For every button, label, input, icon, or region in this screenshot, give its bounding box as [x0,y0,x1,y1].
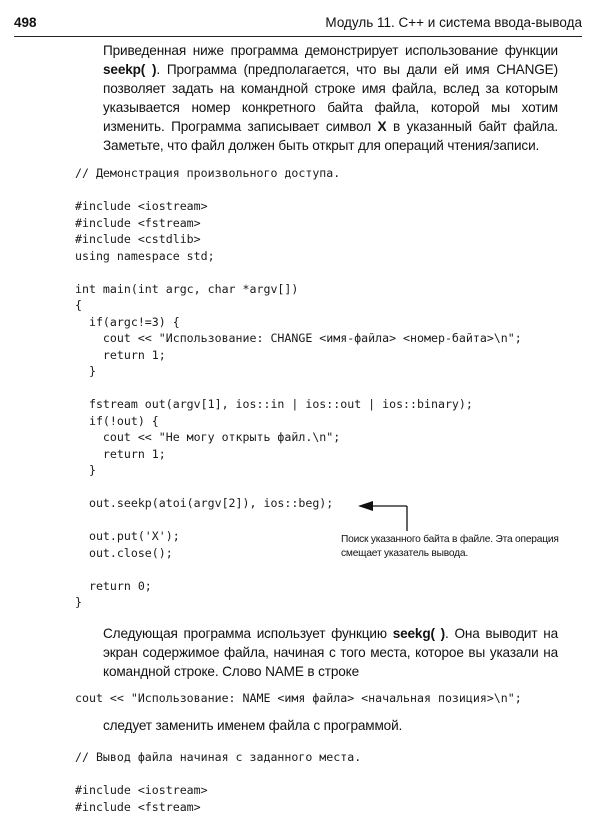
code-line: #include <iostream> [75,199,208,213]
code-annotation: Поиск указанного байта в файле. Эта операция смещает указатель вывода. [341,534,559,559]
code-line: using namespace std; [75,248,215,263]
replace-note: следует заменить именем файла с программой. [103,718,403,733]
code-line: return 1; [75,446,166,461]
function-name-seekp: seekp( ) [103,61,157,77]
program-name: CHANGE [496,61,554,77]
intro-paragraph: Приведенная ниже программа демонстрирует использование функции seekp( ). Программа (предполагается, что вы дали ей имя CHANGE) позволяет задать на командной строке имя файла, вслед за которым указывается номер конкретного байта файла, которой мы хотим изменить. Программа записывает символ X в указанный байт файла. Заметьте, что файл должен быть открыт для операций чтения/записи. [103,43,558,153]
code-line: int main(int argc, char *argv[]) [75,281,299,296]
function-name-seekg: seekg( ) [392,626,446,641]
code-line: out.close(); [75,545,173,560]
code-line: cout << "Не могу открыть файл.\n"; [75,430,341,444]
code-line: return 0; [75,578,152,593]
code-line: } [75,463,96,477]
code-line: out.put('X'); [75,529,180,543]
running-title: Модуль 11. С++ и система ввода-вывода [325,15,582,30]
code-usage-line: cout << "Использование: NAME <имя файла> <начальная позиция>\n"; [75,691,522,705]
code-line: } [75,364,96,378]
code-line: out.seekp(atoi(argv[2]), ios::beg); [75,496,334,510]
code-line: return 1; [75,347,166,362]
word-name: NAME [265,663,304,679]
code-line: fstream out(argv[1], ios::in | ios::out | ios::binary); [75,397,473,411]
code-line: cout << "Использование: CHANGE <имя-файла> <номер-байта>\n"; [75,331,522,345]
code-line: // Вывод файла начиная с заданного места. [75,750,362,764]
code-line: } [75,595,82,609]
code-line: { [75,298,82,312]
seekg-paragraph: Следующая программа использует функцию seekg( ). Она выводит на экран содержимое файла, начиная с того места, которое вы указали на командной строке. Слово NAME в строке [103,626,558,679]
page-number: 498 [14,15,37,30]
code-line: #include <fstream> [75,799,201,814]
code-line: #include <iostream> [75,783,208,797]
code-line: if(argc!=3) { [75,314,180,329]
code-line: #include <fstream> [75,215,201,230]
code-line: // Демонстрация произвольного доступа. [75,166,341,180]
code-line: if(!out) { [75,413,159,428]
arrow-head-icon [358,501,373,511]
symbol-x: X [377,118,387,134]
code-line: #include <cstdlib> [75,232,201,246]
